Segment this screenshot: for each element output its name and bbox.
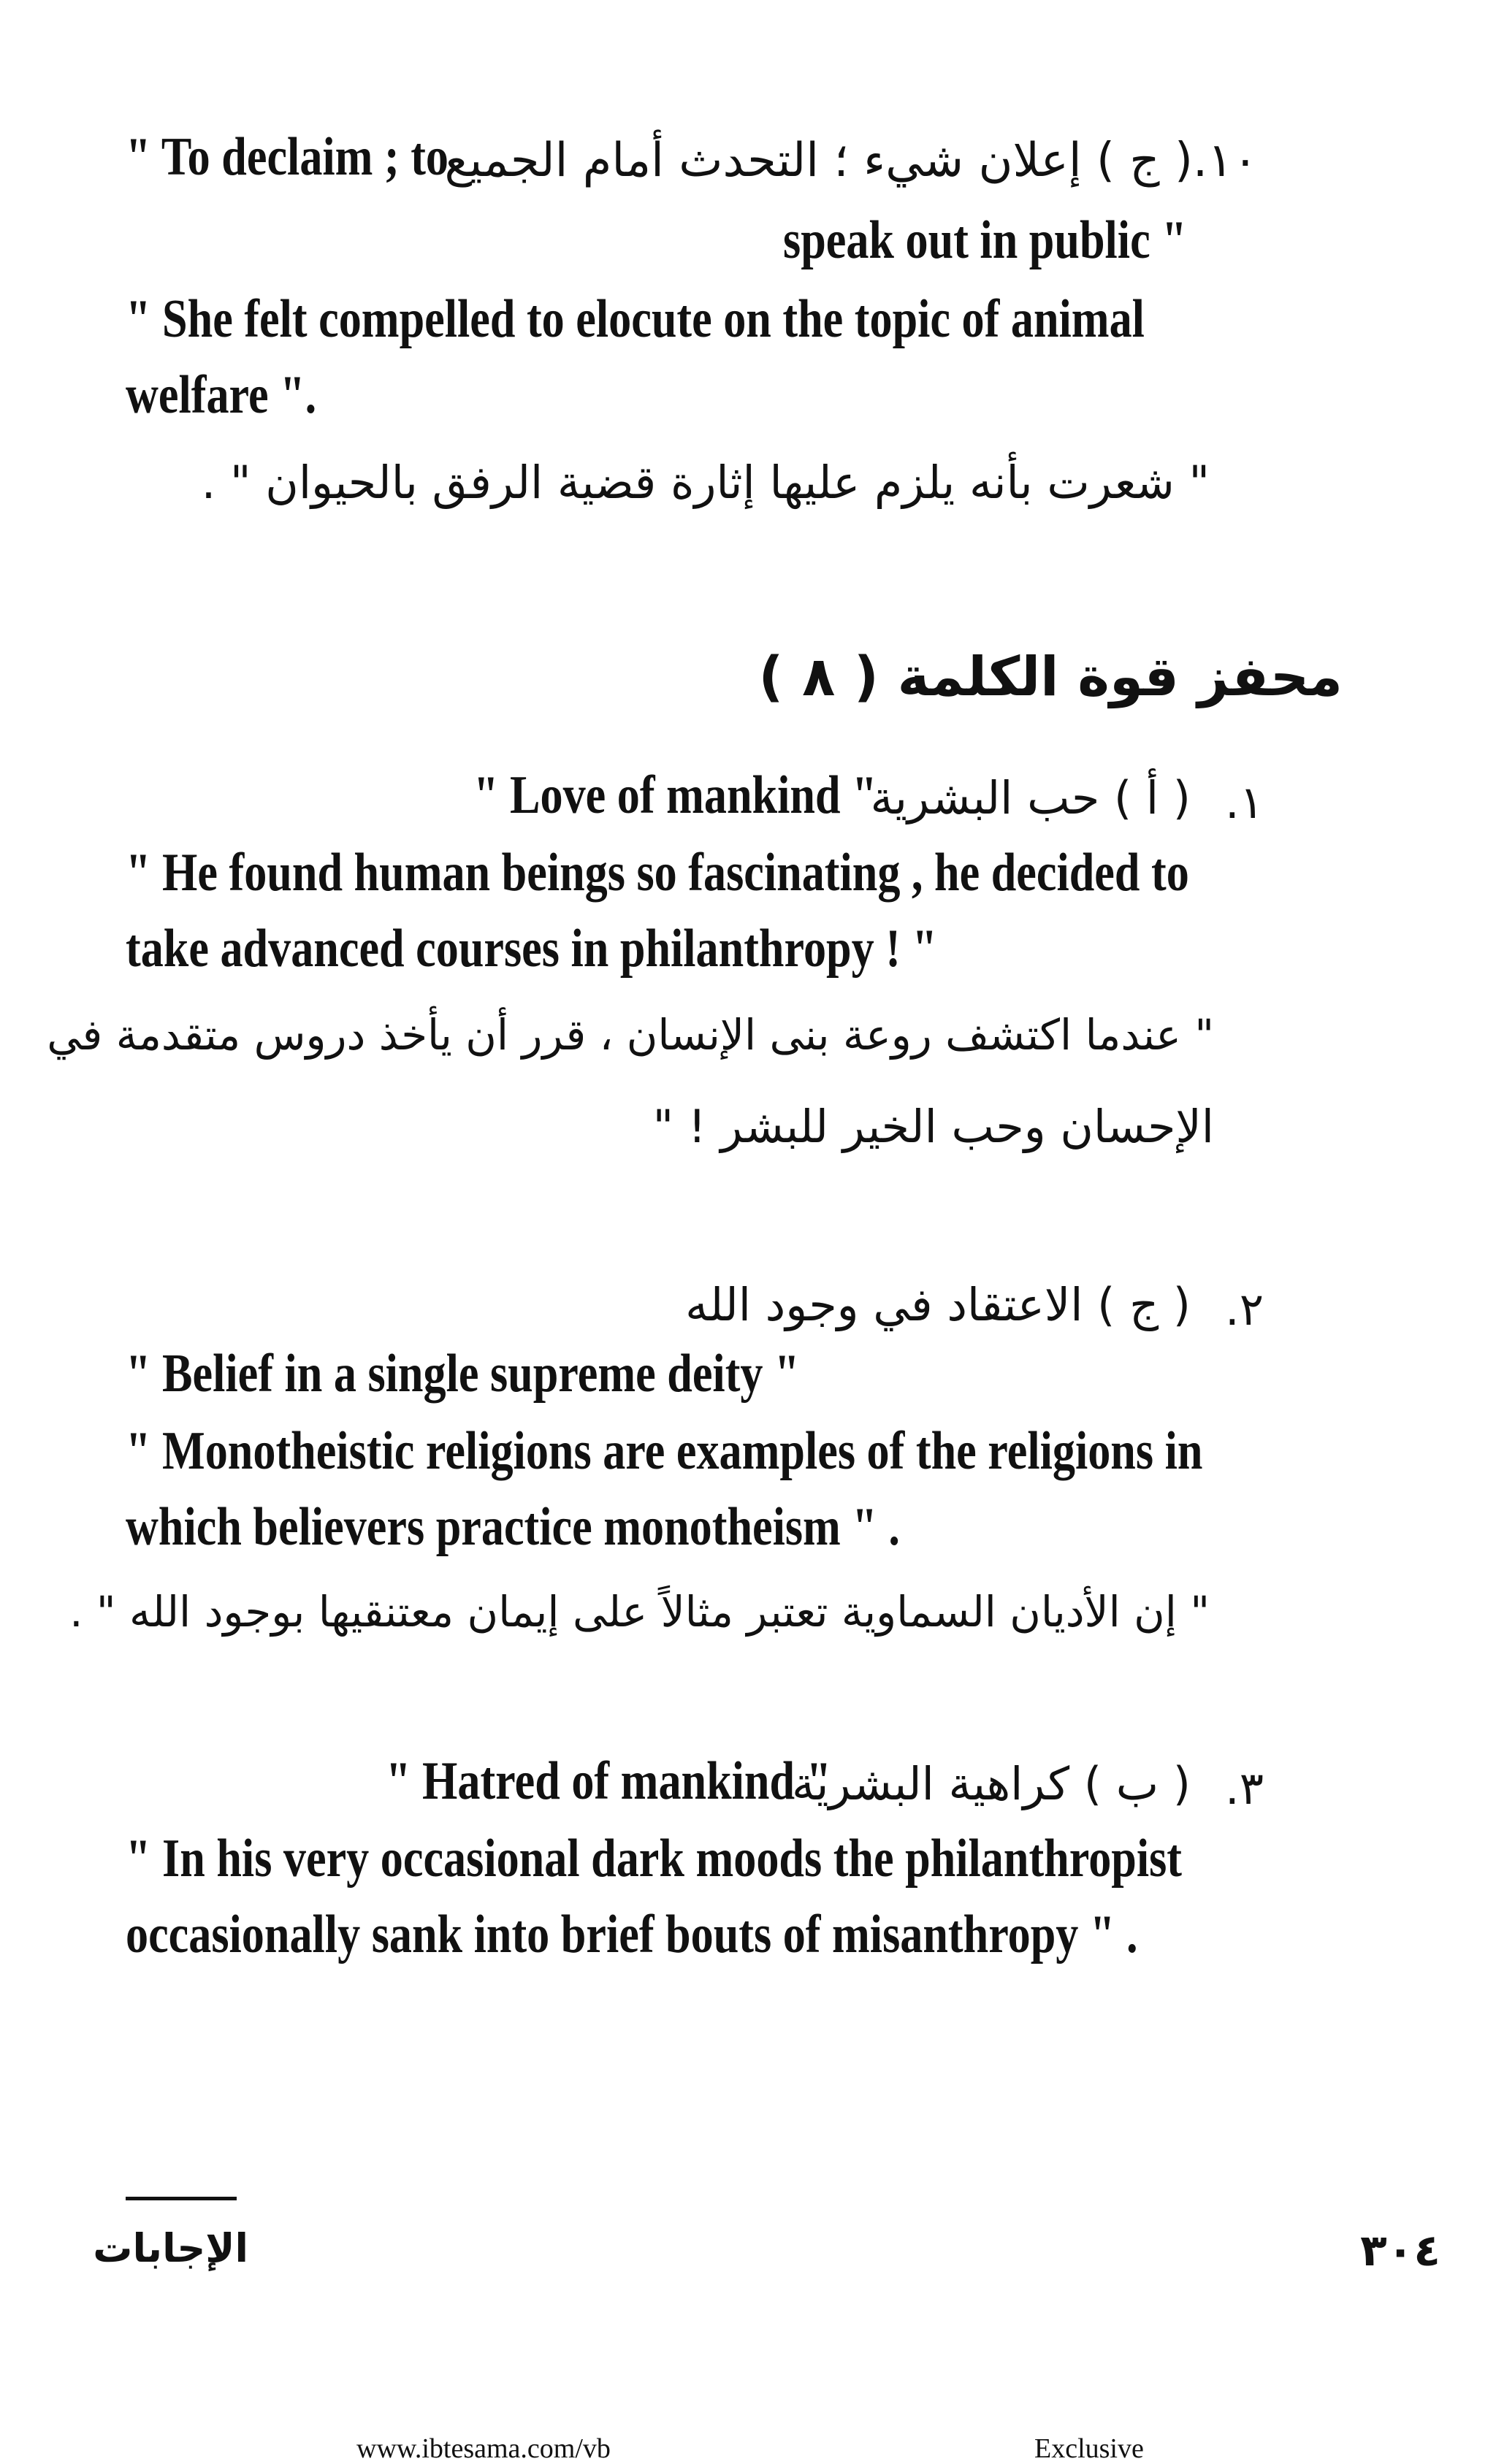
item1-arabic-choice: ( أ ) حب البشرية: [870, 771, 1191, 824]
item3-number: ٣.: [1224, 1761, 1264, 1815]
item10-arabic: ١٠.( ج ) إعلان شيء ؛ التحدث أمام الجميع: [444, 134, 1258, 188]
page-number: ٣٠٤: [1360, 2225, 1440, 2276]
item1-number: ١.: [1224, 776, 1264, 829]
item3-example-en-line1: " In his very occasional dark moods the philanthropist: [126, 1829, 1183, 1889]
item1-english-def: " Love of mankind ": [473, 765, 877, 825]
footer-label: الإجابات: [93, 2225, 248, 2271]
item1-example-en-line2: take advanced courses in philanthropy ! ": [126, 919, 937, 979]
item2-example-en-line1: " Monotheistic religions are examples of the religions in: [126, 1421, 1203, 1481]
item10-english-def-part1: " To declaim ; to: [126, 127, 449, 187]
item10-example-ar: " شعرت بأنه يلزم عليها إثارة قضية الرفق بالحيوان " .: [201, 456, 1210, 509]
item1-example-ar-line1: " عندما اكتشف روعة بنى الإنسان ، قرر أن يأخذ دروس متقدمة في: [47, 1010, 1214, 1060]
item1-example-ar-line2: الإحسان وحب الخير للبشر ! ": [652, 1100, 1214, 1153]
section-heading: محفز قوة الكلمة ( ٨ ): [758, 646, 1343, 708]
item3-example-en-line2: occasionally sank into brief bouts of misanthropy " .: [126, 1905, 1138, 1964]
footer-rule: [126, 2197, 237, 2200]
item2-example-en-line2: which believers practice monotheism " .: [126, 1497, 900, 1557]
item3-english-def: " Hatred of mankind ": [386, 1751, 832, 1811]
item10-example-en-line1: " She felt compelled to elocute on the topic of animal: [126, 289, 1145, 349]
footer-website-link[interactable]: www.ibtesama.com/vb: [356, 2433, 611, 2464]
item10-english-def-part2: speak out in public ": [783, 210, 1187, 270]
item2-number: ٢.: [1224, 1282, 1264, 1336]
item1-example-en-line1: " He found human beings so fascinating , he decided to: [126, 843, 1189, 903]
item2-english-def: " Belief in a single supreme deity ": [126, 1344, 800, 1404]
item2-example-ar: " إن الأديان السماوية تعتبر مثالاً على إيمان معتنقيها بوجود الله " .: [69, 1587, 1210, 1637]
item2-arabic-choice: ( ج ) الاعتقاد في وجود الله: [685, 1278, 1191, 1331]
item3-arabic-choice: ( ب ) كراهية البشرية: [791, 1757, 1191, 1810]
footer-tag: Exclusive: [1034, 2433, 1144, 2464]
item10-example-en-line2: welfare ".: [126, 365, 317, 425]
